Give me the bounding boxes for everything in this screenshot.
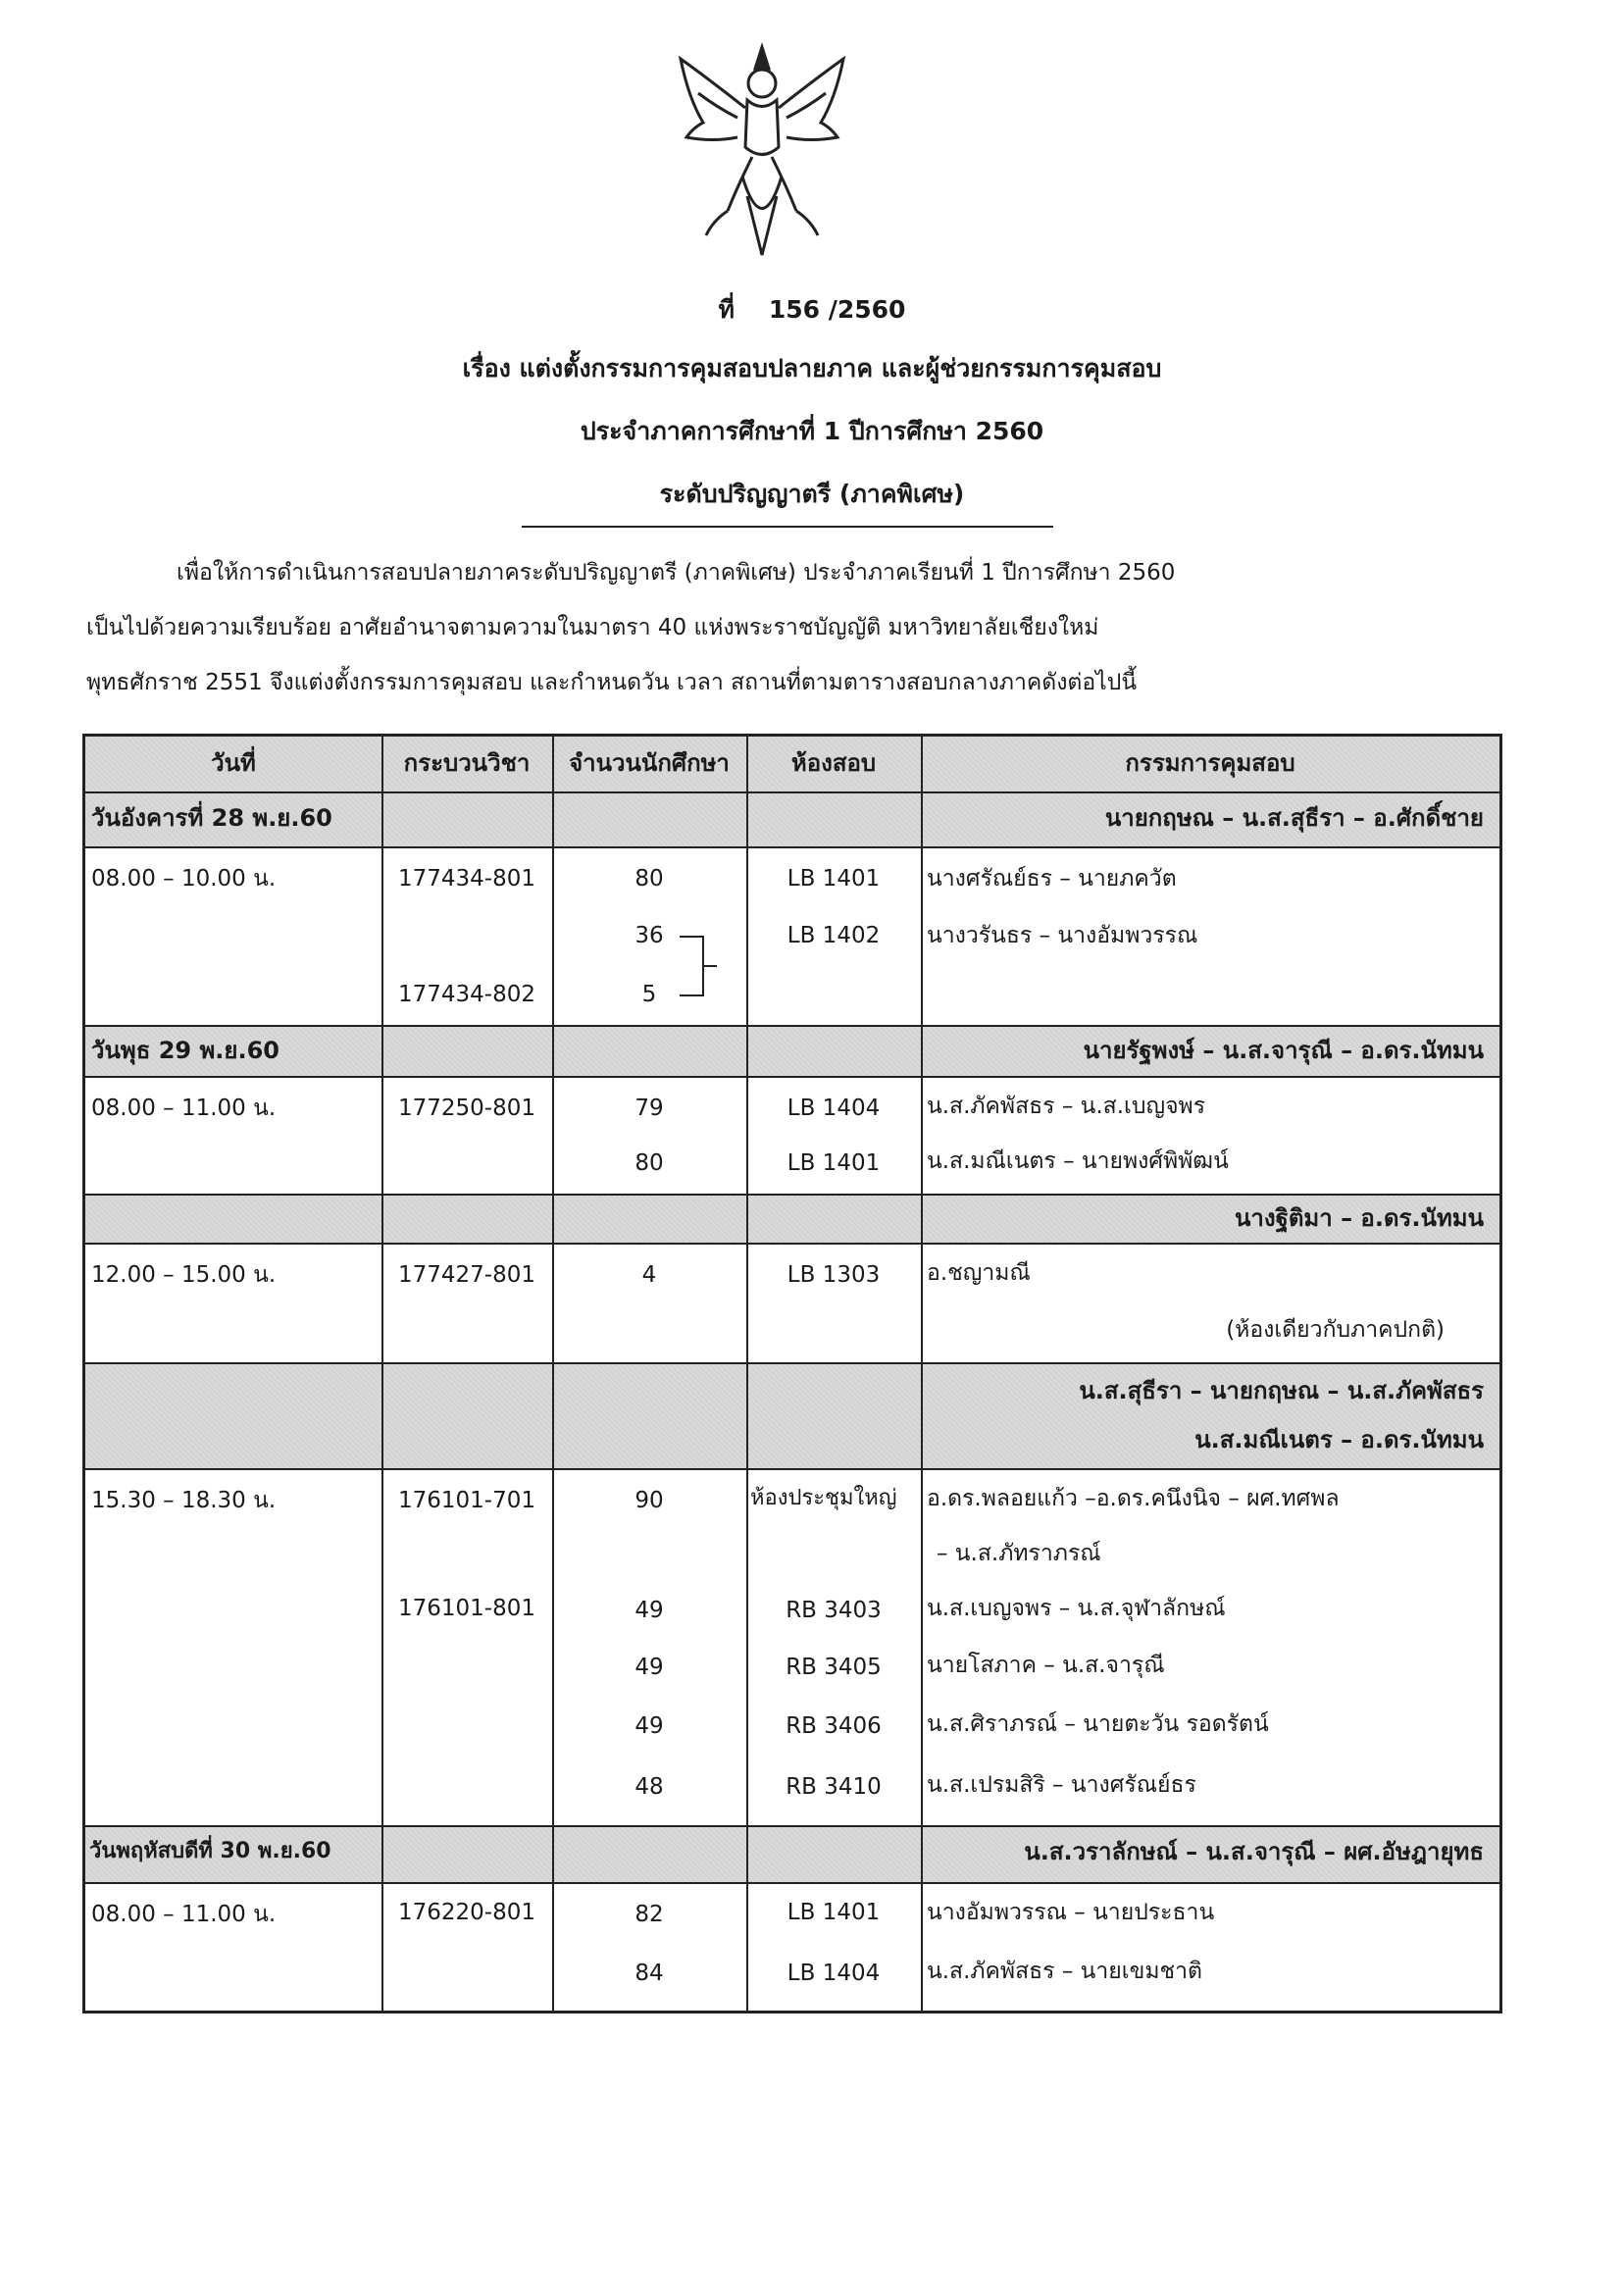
day2-chief2-proctors: นางฐิติมา – อ.ดร.นัทมน bbox=[1234, 1204, 1484, 1232]
day3-row2-students: 84 bbox=[634, 1961, 664, 1986]
day2-row1-room: LB 1404 bbox=[787, 1096, 881, 1121]
day2-chief3-line1: น.ส.สุธีรา – นายกฤษณ – น.ส.ภัคพัสธร bbox=[1079, 1377, 1484, 1404]
day2-row3-room: LB 1303 bbox=[787, 1262, 881, 1288]
day2-row6-room: RB 3405 bbox=[786, 1655, 882, 1680]
exam-schedule-table bbox=[82, 734, 1502, 2014]
subject-line-3: ระดับปริญญาตรี (ภาคพิเศษ) bbox=[659, 480, 965, 508]
day2-time2: 12.00 – 15.00 น. bbox=[91, 1262, 277, 1288]
day2-row7-students: 49 bbox=[634, 1713, 664, 1739]
day3-row2-proctors: น.ส.ภัคพัสธร – นายเขมชาติ bbox=[927, 1959, 1202, 1984]
day1-row3-course: 177434-802 bbox=[398, 982, 535, 1007]
day3-row1-proctors: นางอัมพวรรณ – นายประธาน bbox=[927, 1900, 1215, 1925]
day2-row5-proctors: น.ส.เบญจพร – น.ส.จุฬาลักษณ์ bbox=[927, 1596, 1226, 1621]
day2-row2-proctors: น.ส.มณีเนตร – นายพงศ์พิพัฒน์ bbox=[927, 1148, 1229, 1174]
day1-row1-proctors: นางศรัณย์ธร – นายภควัต bbox=[927, 866, 1177, 892]
day3-row2-room: LB 1404 bbox=[787, 1961, 881, 1986]
day2-row5-room: RB 3403 bbox=[786, 1598, 882, 1623]
day2-row1-proctors: น.ส.ภัคพัสธร – น.ส.เบญจพร bbox=[927, 1094, 1206, 1119]
day2-row8-students: 48 bbox=[634, 1774, 664, 1800]
day2-row1-course: 177250-801 bbox=[398, 1096, 535, 1121]
col-header-date: วันที่ bbox=[211, 749, 256, 777]
day3-row1-room: LB 1401 bbox=[787, 1900, 881, 1925]
day2-row4-room: ห้องประชุมใหญ่ bbox=[750, 1486, 897, 1510]
day2-row4-proctors: อ.ดร.พลอยแก้ว –อ.ดร.คนึงนิจ – ผศ.ทศพล bbox=[927, 1486, 1340, 1511]
day2-row7-room: RB 3406 bbox=[786, 1713, 882, 1739]
day1-chief-proctors: นายกฤษณ – น.ส.สุธีรา – อ.ศักดิ์ชาย bbox=[1104, 804, 1484, 832]
day3-time: 08.00 – 11.00 น. bbox=[91, 1902, 277, 1927]
day1-row1-students: 80 bbox=[634, 866, 664, 892]
day2-row5-course: 176101-801 bbox=[398, 1596, 535, 1621]
day1-time: 08.00 – 10.00 น. bbox=[91, 866, 277, 892]
col-header-course: กระบวนวิชา bbox=[403, 749, 531, 777]
day1-row2-room: LB 1402 bbox=[787, 923, 881, 948]
day2-row7-proctors: น.ส.ศิราภรณ์ – นายตะวัน รอดรัตน์ bbox=[927, 1711, 1269, 1737]
day2-time: 08.00 – 11.00 น. bbox=[91, 1096, 277, 1121]
garuda-emblem-icon bbox=[669, 39, 855, 260]
day2-row4-students: 90 bbox=[634, 1488, 664, 1513]
day2-row3-proctors: อ.ชญามณี bbox=[927, 1260, 1031, 1286]
day2-row6-proctors: นายโสภาค – น.ส.จารุณี bbox=[927, 1653, 1165, 1678]
body-paragraph-line-1: เพื่อให้การดำเนินการสอบปลายภาคระดับปริญญาตรี (ภาคพิเศษ) ประจำภาคเรียนที่ 1 ปีการศึกษา 2560 bbox=[177, 560, 1176, 586]
day3-date: วันพฤหัสบดีที่ 30 พ.ย.60 bbox=[89, 1839, 331, 1863]
col-header-room: ห้องสอบ bbox=[790, 749, 877, 777]
day2-row8-room: RB 3410 bbox=[786, 1774, 882, 1800]
day3-row1-students: 82 bbox=[634, 1902, 664, 1927]
combined-room-bracket bbox=[674, 931, 723, 1001]
day2-row1-students: 79 bbox=[634, 1096, 664, 1121]
body-paragraph-line-2: เป็นไปด้วยความเรียบร้อย อาศัยอำนาจตามความในมาตรา 40 แห่งพระราชบัญญัติ มหาวิทยาลัยเชียงใหม่ bbox=[86, 615, 1099, 640]
day2-row6-students: 49 bbox=[634, 1655, 664, 1680]
day2-row3-course: 177427-801 bbox=[398, 1262, 535, 1288]
day2-date: วันพุธ 29 พ.ย.60 bbox=[91, 1037, 279, 1064]
col-header-proctors: กรรมการคุมสอบ bbox=[1125, 749, 1295, 777]
day2-row8-proctors: น.ส.เปรมสิริ – นางศรัณย์ธร bbox=[927, 1772, 1196, 1798]
title-underline bbox=[522, 526, 1053, 528]
day2-chief3-line2: น.ส.มณีเนตร – อ.ดร.นัทมน bbox=[1194, 1426, 1484, 1453]
subject-line-2: ประจำภาคการศึกษาที่ 1 ปีการศึกษา 2560 bbox=[580, 417, 1044, 445]
document-number: ที่ 156 /2560 bbox=[718, 295, 906, 324]
day3-chief-proctors: น.ส.วราลักษณ์ – น.ส.จารุณี – ผศ.อัษฎายุทธ bbox=[1024, 1838, 1484, 1865]
day2-row2-room: LB 1401 bbox=[787, 1150, 881, 1176]
day2-row4-proctors-cont: – น.ส.ภัทราภรณ์ bbox=[937, 1541, 1101, 1566]
day2-row4-course: 176101-701 bbox=[398, 1488, 535, 1513]
day2-row3-note: (ห้องเดียวกับภาคปกติ) bbox=[1226, 1317, 1445, 1343]
day2-time3: 15.30 – 18.30 น. bbox=[91, 1488, 277, 1513]
day1-row2-proctors: นางวรันธร – นางอัมพวรรณ bbox=[927, 923, 1198, 948]
col-header-students: จำนวนนักศึกษา bbox=[569, 749, 730, 777]
day1-row1-course: 177434-801 bbox=[398, 866, 535, 892]
day2-row5-students: 49 bbox=[634, 1598, 664, 1623]
day2-row2-students: 80 bbox=[634, 1150, 664, 1176]
day1-row2-students: 36 bbox=[634, 923, 664, 948]
day1-row3-students: 5 bbox=[641, 982, 657, 1007]
day2-chief-proctors: นายรัฐพงษ์ – น.ส.จารุณี – อ.ดร.นัทมน bbox=[1083, 1037, 1484, 1064]
day2-row3-students: 4 bbox=[641, 1262, 657, 1288]
body-paragraph-line-3: พุทธศักราช 2551 จึงแต่งตั้งกรรมการคุมสอบ และกำหนดวัน เวลา สถานที่ตามตารางสอบกลางภาคดังต่อไปนี้ bbox=[86, 670, 1138, 695]
subject-line-1: เรื่อง แต่งตั้งกรรมการคุมสอบปลายภาค และผู้ช่วยกรรมการคุมสอบ bbox=[462, 354, 1162, 382]
day3-row1-course: 176220-801 bbox=[398, 1900, 535, 1925]
day1-row1-room: LB 1401 bbox=[787, 866, 881, 892]
day1-date: วันอังคารที่ 28 พ.ย.60 bbox=[91, 804, 332, 832]
